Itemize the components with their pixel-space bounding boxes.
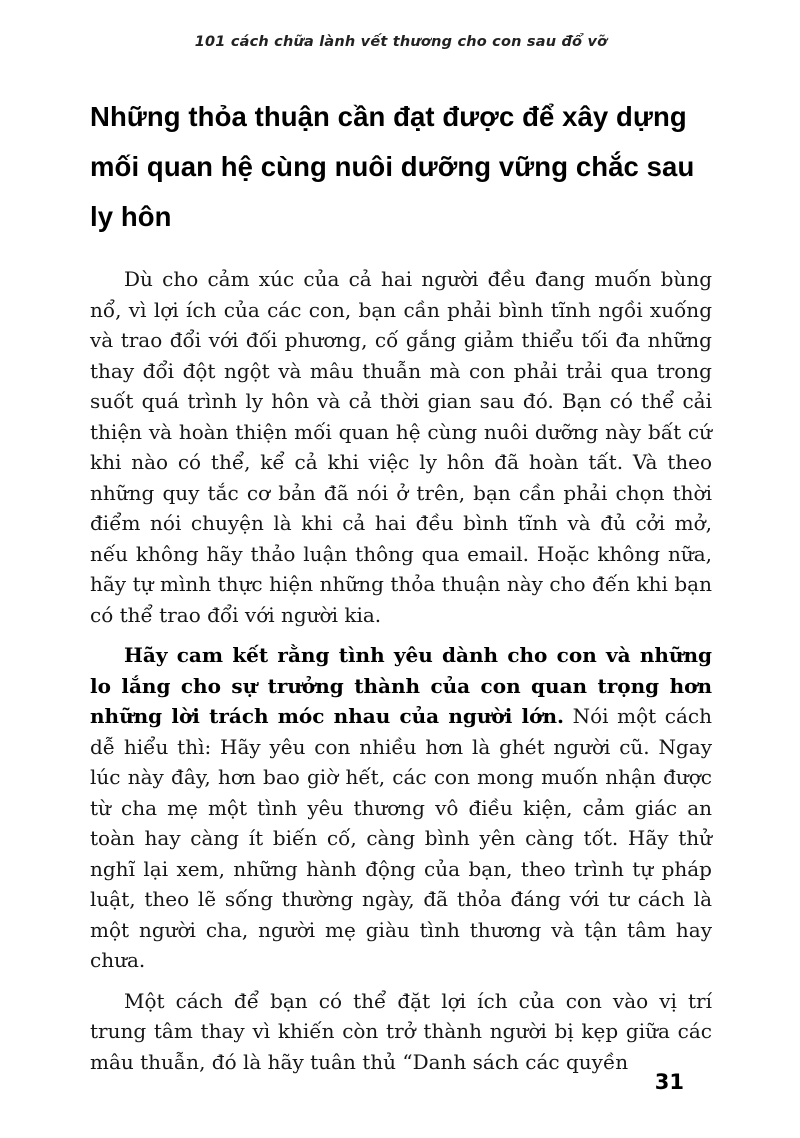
page-number: 31 [654, 1070, 684, 1094]
paragraph-2-bold-lead: Hãy cam kết rằng tình yêu dành cho con và những lo lắng cho sự trưởng thành của con quan trọng hơn những lời trách móc nhau của người lớn. [90, 643, 712, 729]
paragraph-2 [90, 640, 712, 976]
page-title: Những thỏa thuận cần đạt được để xây dựng mối quan hệ cùng nuôi dưỡng vững chắc sau ly hôn [90, 101, 695, 233]
body-text [90, 264, 712, 1077]
paragraph-2-rest: Nói một cách dễ hiểu thì: Hãy yêu con nhiều hơn là ghét người cũ. Ngay lúc này đây, hơn bao giờ hết, các con mong muốn nhận được từ cha mẹ một tình yêu thương vô điều kiện, cảm giác an toàn hay càng ít biến cố, càng bình yên càng tốt. Hãy thử nghĩ lại xem, những hành động của bạn, theo trình tự pháp luật, theo lẽ sống thường ngày, đã thỏa đáng với tư cách là một người cha, người mẹ giàu tình thương và tận tâm hay chưa. [90, 704, 713, 973]
paragraph-3: Một cách để bạn có thể đặt lợi ích của con vào vị trí trung tâm thay vì khiến còn trở thành người bị kẹp giữa các mâu thuẫn, đó là hãy tuân thủ “Danh sách các quyền [90, 988, 712, 1074]
running-head: 101 cách chữa lành vết thương cho con sau đổ vỡ [194, 34, 608, 50]
paragraph-1: Dù cho cảm xúc của cả hai người đều đang muốn bùng nổ, vì lợi ích của các con, bạn cần phải bình tĩnh ngồi xuống và trao đổi với đối phương, cố gắng giảm thiểu tối đa những thay đổi đột ngột và mâu thuẫn mà con phải trải qua trong suốt quá trình ly hôn và cả thời gian sau đó. Bạn có thể cải thiện và hoàn thiện mối quan hệ cùng nuôi dưỡng này bất cứ khi nào có thể, kể cả khi việc ly hôn đã hoàn tất. Và theo những quy tắc cơ bản đã nói ở trên, bạn cần phải chọn thời điểm nói chuyện là khi cả hai đều bình tĩnh và đủ cởi mở, nếu không hãy thảo luận thông qua email. Hoặc không nữa, hãy tự mình thực hiện những thỏa thuận này cho đến khi bạn có thể trao đổi với người kia. [90, 267, 712, 627]
